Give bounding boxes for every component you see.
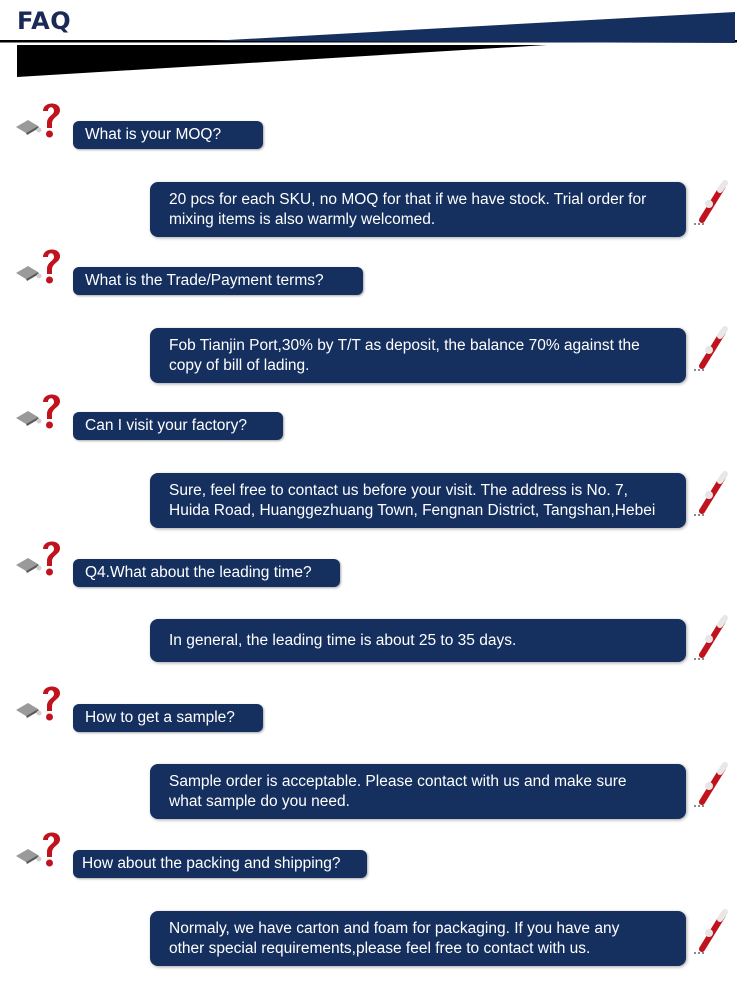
faq-answer bbox=[150, 619, 686, 662]
faq-question-row bbox=[0, 680, 750, 740]
faq-question: What is the Trade/Payment terms? bbox=[73, 267, 363, 295]
faq-question-row bbox=[0, 826, 750, 886]
faq-question-row bbox=[0, 97, 750, 157]
red-pencil-figure-icon bbox=[690, 909, 730, 957]
faq-question: How about the packing and shipping? bbox=[73, 850, 367, 878]
header-banner bbox=[0, 0, 750, 80]
red-pencil-figure-icon bbox=[690, 615, 730, 663]
faq-answer-text: Normaly, we have carton and foam for packaging. If you have any other special requirements,please feel free to contact with us. bbox=[169, 919, 620, 957]
faq-question: Can I visit your factory? bbox=[73, 412, 283, 440]
faq-question: Q4.What about the leading time? bbox=[73, 559, 340, 587]
faq-answer-text: Sure, feel free to contact us before your visit. The address is No. 7, Huida Road, Huanggezhuang Town, Fengnan District, Tangshan,Hebei bbox=[169, 481, 656, 519]
faq-question: How to get a sample? bbox=[73, 704, 263, 732]
faq-answer-text: Sample order is acceptable. Please contact with us and make sure what sample do you need. bbox=[169, 772, 627, 810]
red-pencil-figure-icon bbox=[690, 326, 730, 374]
faq-question-row bbox=[0, 535, 750, 595]
faq-question: What is your MOQ? bbox=[73, 121, 263, 149]
faq-question-row bbox=[0, 243, 750, 303]
question-mark-laptop-icon bbox=[14, 680, 64, 724]
question-mark-laptop-icon bbox=[14, 388, 64, 432]
question-mark-laptop-icon bbox=[14, 97, 64, 141]
faq-question-row bbox=[0, 388, 750, 448]
red-pencil-figure-icon bbox=[690, 180, 730, 228]
question-mark-laptop-icon bbox=[14, 535, 64, 579]
red-pencil-figure-icon bbox=[690, 471, 730, 519]
faq-answer-text: 20 pcs for each SKU, no MOQ for that if we have stock. Trial order for mixing items is also warmly welcomed. bbox=[169, 190, 647, 228]
page-title: FAQ bbox=[17, 7, 72, 35]
faq-answer bbox=[150, 182, 686, 237]
faq-answer bbox=[150, 473, 686, 528]
red-pencil-figure-icon bbox=[690, 762, 730, 810]
faq-answer bbox=[150, 328, 686, 383]
question-mark-laptop-icon bbox=[14, 243, 64, 287]
faq-answer bbox=[150, 764, 686, 819]
question-mark-laptop-icon bbox=[14, 826, 64, 870]
faq-answer-text: In general, the leading time is about 25 to 35 days. bbox=[169, 631, 517, 649]
faq-answer bbox=[150, 911, 686, 966]
faq-answer-text: Fob Tianjin Port,30% by T/T as deposit, the balance 70% against the copy of bill of lading. bbox=[169, 336, 640, 374]
